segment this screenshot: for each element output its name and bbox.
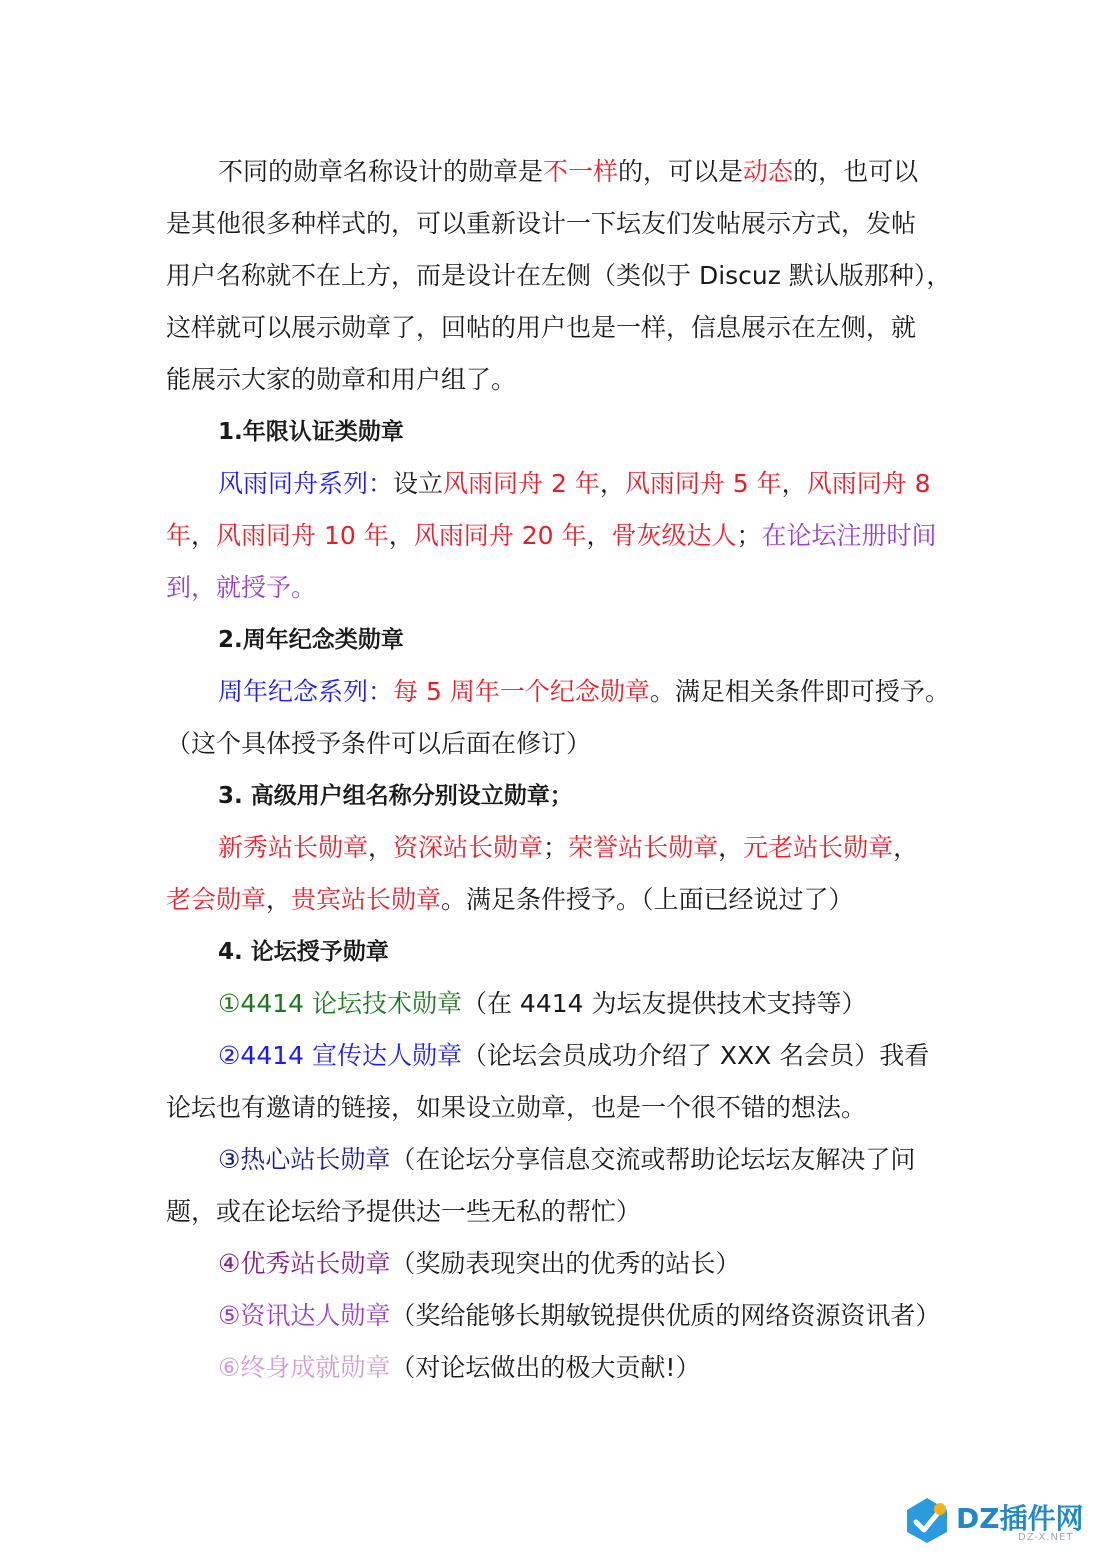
- intro-line-1: 不同的勋章名称设计的勋章是不一样的，可以是动态的，也可以: [218, 157, 919, 186]
- intro-line-4: 这样就可以展示勋章了，回帖的用户也是一样，信息展示在左侧，就: [166, 313, 917, 342]
- award-item-3: ③热心站长勋章（在论坛分享信息交流或帮助论坛坛友解决了问: [218, 1145, 916, 1174]
- sec1-line-1: 风雨同舟系列：设立风雨同舟 2 年，风雨同舟 5 年，风雨同舟 8: [218, 469, 931, 498]
- section-heading-3: 3. 高级用户组名称分别设立勋章；: [218, 783, 573, 809]
- section-heading-1: 1.年限认证类勋章: [218, 419, 404, 445]
- sec3-line-2: 老会勋章，贵宾站长勋章。满足条件授予。（上面已经说过了）: [166, 885, 854, 914]
- award-item-3-cont: 题，或在论坛给予提供达一些无私的帮忙）: [166, 1197, 642, 1226]
- sec1-line-2: 年，风雨同舟 10 年，风雨同舟 20 年，骨灰级达人；在论坛注册时间: [166, 521, 937, 550]
- intro-line-2: 是其他很多种样式的，可以重新设计一下坛友们发帖展示方式，发帖: [166, 209, 917, 238]
- document-body: [166, 146, 952, 1394]
- logo-text: DZ插件网: [956, 1502, 1084, 1535]
- logo-mark-icon: [902, 1495, 952, 1545]
- section-heading-4: 4. 论坛授予勋章: [218, 939, 389, 965]
- sec2-line-2: （这个具体授予条件可以后面在修订）: [166, 729, 592, 758]
- intro-line-3: 用户名称就不在上方，而是设计在左侧（类似于 Discuz 默认版那种），: [166, 261, 952, 290]
- section-heading-2: 2.周年纪念类勋章: [218, 627, 404, 653]
- award-item-2-cont: 论坛也有邀请的链接，如果设立勋章，也是一个很不错的想法。: [166, 1093, 867, 1122]
- sec1-line-3: 到，就授予。: [166, 573, 317, 602]
- watermark-logo: [898, 1491, 1094, 1547]
- award-item-6: ⑥终身成就勋章（对论坛做出的极大贡献!）: [218, 1353, 701, 1382]
- award-item-4: ④优秀站长勋章（奖励表现突出的优秀的站长）: [218, 1249, 741, 1278]
- award-item-1: ①4414 论坛技术勋章（在 4414 为坛友提供技术支持等）: [218, 989, 867, 1018]
- award-item-2: ②4414 宣传达人勋章（论坛会员成功介绍了 XXX 名会员）我看: [218, 1041, 930, 1070]
- sec2-line-1: 周年纪念系列：每 5 周年一个纪念勋章。满足相关条件即可授予。: [218, 677, 950, 706]
- intro-line-5: 能展示大家的勋章和用户组了。: [166, 365, 517, 394]
- sec3-line-1: 新秀站长勋章，资深站长勋章；荣誉站长勋章，元老站长勋章，: [218, 833, 919, 862]
- logo-subtext: DZ-X.NET: [1018, 1532, 1074, 1543]
- award-item-5: ⑤资讯达人勋章（奖给能够长期敏锐提供优质的网络资源资讯者）: [218, 1301, 941, 1330]
